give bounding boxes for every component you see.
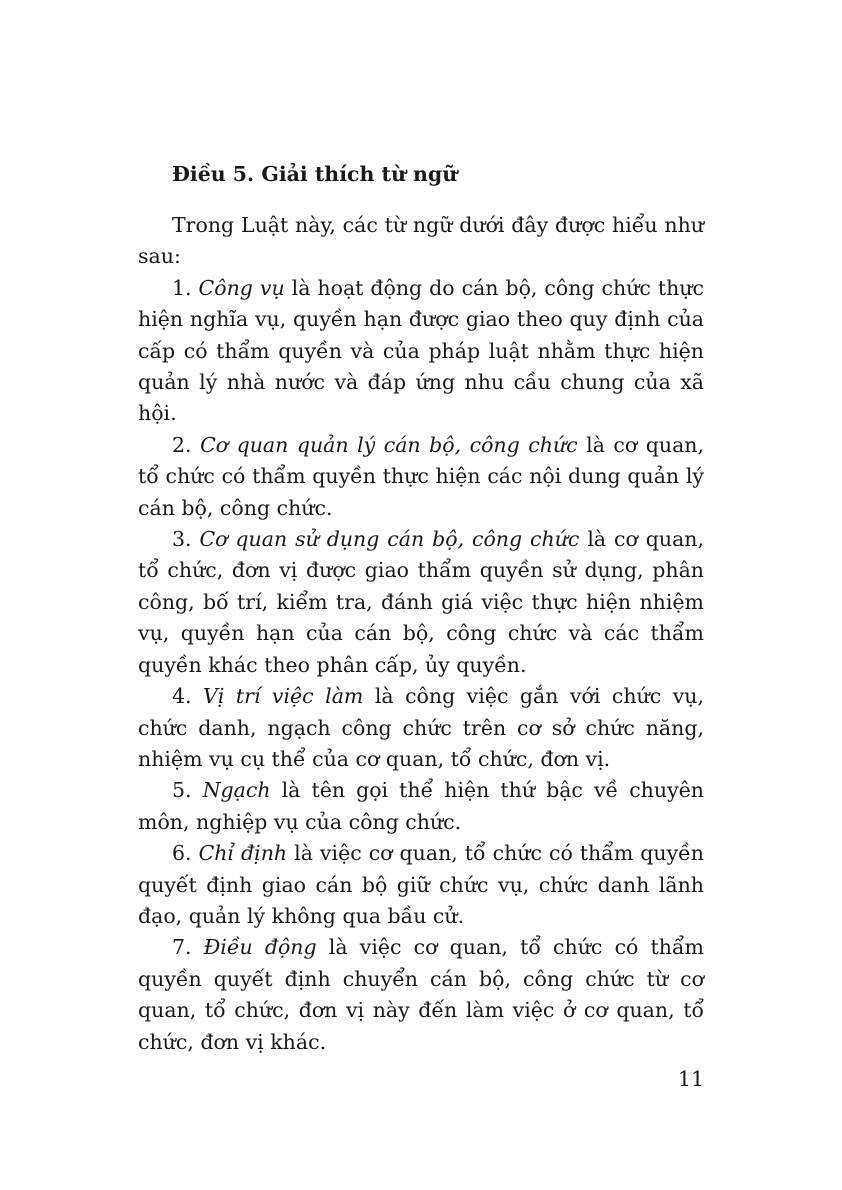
definition-item-6 xyxy=(138,838,704,932)
item-number: 4. xyxy=(172,684,204,709)
defined-term: Cơ quan quản lý cán bộ, công chức xyxy=(200,432,578,457)
defined-term: Vị trí việc làm xyxy=(203,684,364,709)
definition-text: là việc cơ quan, tổ chức có thẩm quyền quyết định giao cán bộ giữ chức vụ, chức danh lãnh đạo, quản lý không qua bầu cử. xyxy=(138,841,705,928)
definition-text: là hoạt động do cán bộ, công chức thực hiện nghĩa vụ, quyền hạn được giao theo quy định của cấp có thẩm quyền và của pháp luật nhằm thực hiện quản lý nhà nước và đáp ứng nhu cầu chung của xã hội. xyxy=(138,275,705,426)
item-number: 7. xyxy=(172,935,204,960)
item-number: 5. xyxy=(172,778,203,803)
definition-text: là việc cơ quan, tổ chức có thẩm quyền quyết định chuyển cán bộ, công chức từ cơ quan, tổ chức, đơn vị này đến làm việc ở cơ quan, tổ chức, đơn vị khác. xyxy=(138,935,705,1054)
definition-item-5 xyxy=(138,775,704,838)
intro-paragraph: Trong Luật này, các từ ngữ dưới đây được hiểu như sau: xyxy=(138,213,704,269)
defined-term: Cơ quan sử dụng cán bộ, công chức xyxy=(199,527,580,552)
definition-item-2 xyxy=(138,430,704,524)
definition-item-1 xyxy=(138,273,704,430)
definition-text: là cơ quan, tổ chức, đơn vị được giao thẩm quyền sử dụng, phân công, bố trí, kiểm tra, đánh giá việc thực hiện nhiệm vụ, quyền hạn của cán bộ, công chức và các thẩm quyền khác theo phân cấp, ủy quyền. xyxy=(138,527,705,677)
definition-item-3 xyxy=(138,524,704,681)
item-number: 6. xyxy=(172,841,199,866)
item-number: 3. xyxy=(172,527,200,552)
defined-term: Ngạch xyxy=(202,778,271,803)
definition-text: là công việc gắn với chức vụ, chức danh, ngạch công chức trên cơ sở chức năng, nhiệm vụ cụ thể của cơ quan, tổ chức, đơn vị. xyxy=(138,684,704,771)
defined-term: Điều động xyxy=(203,935,317,960)
defined-term: Chỉ định xyxy=(198,841,288,866)
definition-item-7 xyxy=(138,932,704,1058)
document-page xyxy=(138,158,704,1058)
article-heading: Điều 5. Giải thích từ ngữ xyxy=(172,162,458,186)
item-number: 1. xyxy=(172,275,199,300)
defined-term: Công vụ xyxy=(198,275,285,300)
definition-text: là cơ quan, tổ chức có thẩm quyền thực hiện các nội dung quản lý cán bộ, công chức. xyxy=(138,432,705,520)
page-number: 11 xyxy=(677,1067,704,1091)
definition-text: là tên gọi thể hiện thứ bậc về chuyên môn, nghiệp vụ của công chức. xyxy=(138,778,704,834)
item-number: 2. xyxy=(172,432,201,457)
definition-item-4 xyxy=(138,681,704,775)
